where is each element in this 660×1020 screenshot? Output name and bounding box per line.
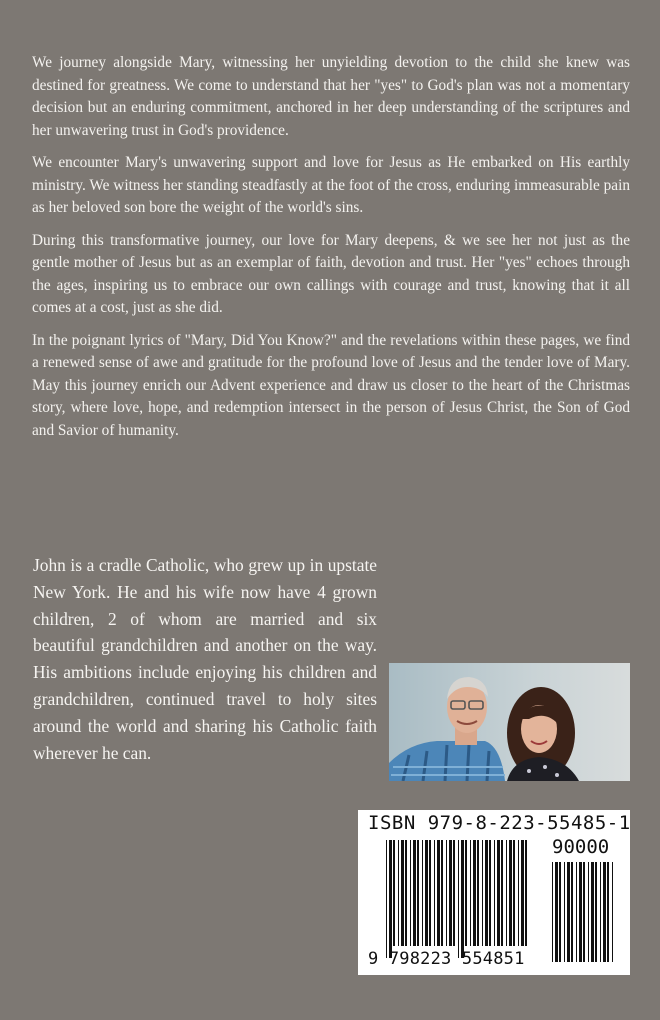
- barcode-bar: [461, 840, 464, 958]
- barcode-bar: [386, 840, 387, 958]
- barcode-bar: [470, 840, 471, 946]
- barcode-bar: [525, 840, 527, 946]
- barcode-bar: [413, 840, 416, 946]
- ean-barcode-bars: [386, 840, 534, 960]
- barcode-bar: [583, 862, 585, 962]
- barcode-bar: [401, 840, 404, 946]
- barcode-bar: [473, 840, 476, 946]
- barcode-bar: [509, 840, 512, 946]
- barcode-bar: [458, 840, 459, 958]
- barcode-bar: [559, 862, 561, 962]
- author-bio: John is a cradle Catholic, who grew up in upstate New York. He and his wife now have 4 grown children, 2 of whom are married and six beautiful grandchildren and another on the way. His ambitions include enjoying his children and grandchildren, continued travel to holy sites around the world and sharing his Catholic faith wherever he can.: [33, 555, 377, 763]
- ean-digits: 9 798223 554851: [368, 949, 525, 969]
- barcode-bar: [513, 840, 515, 946]
- blurb-paragraph-4: In the poignant lyrics of "Mary, Did You Know?" and the revelations within these pages, we find a renewed sense of awe and gratitude for the profound love of Jesus and the tender love of Mary. May this journey enrich our Advent experience and draw us closer to the heart of the Christmas story, where love, hope, and redemption intersect in the person of Jesus Christ, the Son of God and Savior of humanity.: [32, 331, 630, 439]
- barcode-bar: [497, 840, 500, 946]
- barcode-bar: [603, 862, 606, 962]
- author-photo-illustration: [389, 663, 630, 781]
- barcode-bar: [506, 840, 507, 946]
- barcode-bar: [489, 840, 491, 946]
- barcode-bar: [446, 840, 447, 946]
- price-code: 90000: [552, 836, 610, 858]
- barcode-bar: [453, 840, 455, 946]
- blurb-paragraph-2: We encounter Mary's unwavering support and love for Jesus as He embarked on His earthly ministry. We witness her standing steadfastly at the foot of the cross, enduring immeasurable pain as her beloved son bore the weight of the world's sins.: [32, 154, 630, 216]
- back-cover-blurb: [32, 52, 630, 452]
- barcode-bar: [485, 840, 488, 946]
- barcode-bar: [571, 862, 573, 962]
- barcode-bar: [405, 840, 407, 946]
- barcode-bar: [518, 840, 519, 946]
- barcode-bar: [389, 840, 392, 958]
- barcode-bar: [482, 840, 483, 946]
- barcode-bar: [434, 840, 435, 946]
- barcode-bar: [422, 840, 423, 946]
- barcode-bar: [521, 840, 524, 946]
- barcode-bar: [465, 840, 467, 946]
- price-barcode-bars: [552, 862, 618, 962]
- barcode-bar: [567, 862, 570, 962]
- barcode-bar: [576, 862, 577, 962]
- barcode-bar: [425, 840, 428, 946]
- barcode-bar: [449, 840, 452, 946]
- barcode-bar: [429, 840, 431, 946]
- barcode-bar: [595, 862, 597, 962]
- barcode-bar: [591, 862, 594, 962]
- author-photo: [389, 663, 630, 781]
- barcode-bar: [612, 862, 613, 962]
- barcode-bar: [552, 862, 553, 962]
- barcode-bar: [494, 840, 495, 946]
- barcode-bar: [588, 862, 589, 962]
- barcode-bar: [555, 862, 558, 962]
- barcode-bar: [417, 840, 419, 946]
- barcode-bar: [441, 840, 443, 946]
- barcode-bar: [600, 862, 601, 962]
- barcode-bar: [501, 840, 503, 946]
- isbn-barcode: [358, 810, 630, 975]
- blurb-paragraph-1: We journey alongside Mary, witnessing her unyielding devotion to the child she knew was destined for greatness. We come to understand that her "yes" to God's plan was not a momentary decision but an enduring commitment, anchored in her deep understanding of the scriptures and her unwavering trust in God's providence.: [32, 54, 630, 139]
- barcode-bar: [564, 862, 565, 962]
- blurb-paragraph-3: During this transformative journey, our love for Mary deepens, & we see her not just as the gentle mother of Jesus but as an exemplar of faith, devotion and trust. Her "yes" echoes through the ages, inspiring us to embrace our own callings with courage and trust, knowing that it all comes at a cost, just as she did.: [32, 231, 630, 316]
- barcode-bar: [437, 840, 440, 946]
- barcode-bar: [398, 840, 399, 946]
- isbn-label: ISBN 979-8-223-55485-1: [368, 812, 631, 834]
- barcode-bar: [410, 840, 411, 946]
- barcode-bar: [477, 840, 479, 946]
- barcode-bar: [393, 840, 395, 946]
- barcode-bar: [579, 862, 582, 962]
- barcode-bar: [607, 862, 609, 962]
